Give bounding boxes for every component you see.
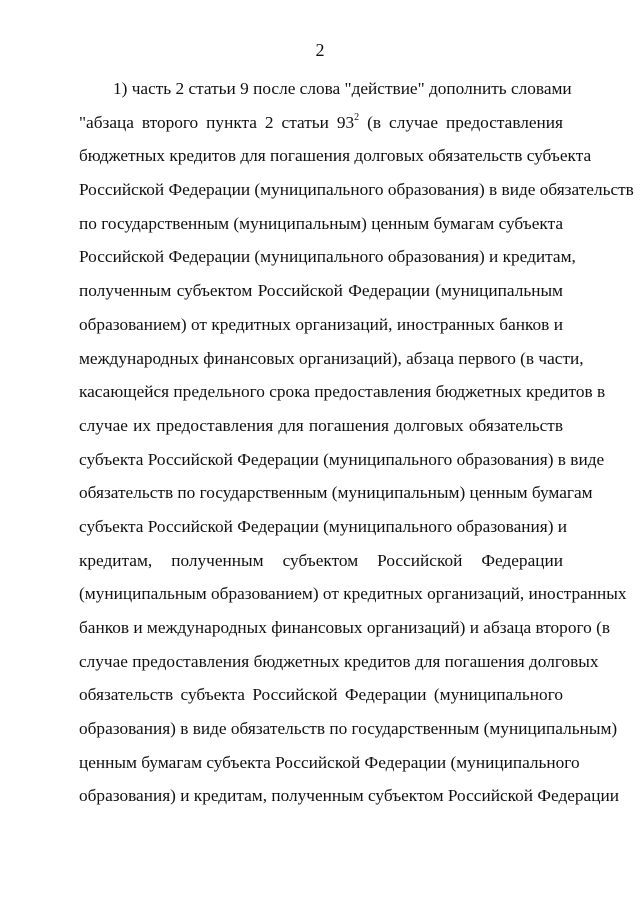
- text-line: обязательств субъекта Российской Федерации (муниципального: [79, 685, 563, 705]
- text-line: бюджетных кредитов для погашения долговых обязательств субъекта: [79, 146, 592, 166]
- text-line: Российской Федерации (муниципального образования) и кредитам,: [79, 247, 576, 267]
- text-line: образованием) от кредитных организаций, иностранных банков и: [79, 314, 563, 334]
- text-line-segment: "абзаца второго пункта 2 статьи 93: [79, 112, 355, 132]
- text-line: Российской Федерации (муниципального образования) в виде обязательств: [79, 180, 634, 200]
- document-body: [79, 76, 634, 817]
- text-line: субъекта Российской Федерации (муниципального образования) и: [79, 516, 568, 536]
- page-number: 2: [315, 40, 325, 60]
- text-line: полученным субъектом Российской Федерации (муниципальным: [79, 281, 563, 301]
- superscript: 2: [354, 111, 360, 123]
- text-line: обязательств по государственным (муниципальным) ценным бумагам: [79, 483, 593, 503]
- text-line: образования) и кредитам, полученным субъектом Российской Федерации: [79, 786, 619, 806]
- text-line: ценным бумагам субъекта Российской Федерации (муниципального: [79, 752, 580, 772]
- text-line: случае их предоставления для погашения долговых обязательств: [79, 415, 563, 435]
- text-line: образования) в виде обязательств по государственным (муниципальным): [79, 719, 618, 739]
- text-line: субъекта Российской Федерации (муниципального образования) в виде: [79, 449, 605, 469]
- text-line: (муниципальным образованием) от кредитных организаций, иностранных: [79, 584, 627, 604]
- text-line: международных финансовых организаций), абзаца первого (в части,: [79, 348, 584, 368]
- text-line: 1) часть 2 статьи 9 после слова "действие" дополнить словами: [113, 79, 572, 98]
- text-line-with-superscript: [79, 110, 563, 144]
- text-line: банков и международных финансовых организаций) и абзаца второго (в: [79, 618, 610, 637]
- text-line: по государственным (муниципальным) ценным бумагам субъекта: [79, 213, 563, 233]
- text-line: кредитам, полученным субъектом Российской Федерации: [79, 550, 563, 570]
- text-line: случае предоставления бюджетных кредитов для погашения долговых: [79, 651, 599, 671]
- text-line: касающейся предельного срока предоставления бюджетных кредитов в: [79, 382, 606, 402]
- text-line-segment: (в случае предоставления: [367, 112, 563, 132]
